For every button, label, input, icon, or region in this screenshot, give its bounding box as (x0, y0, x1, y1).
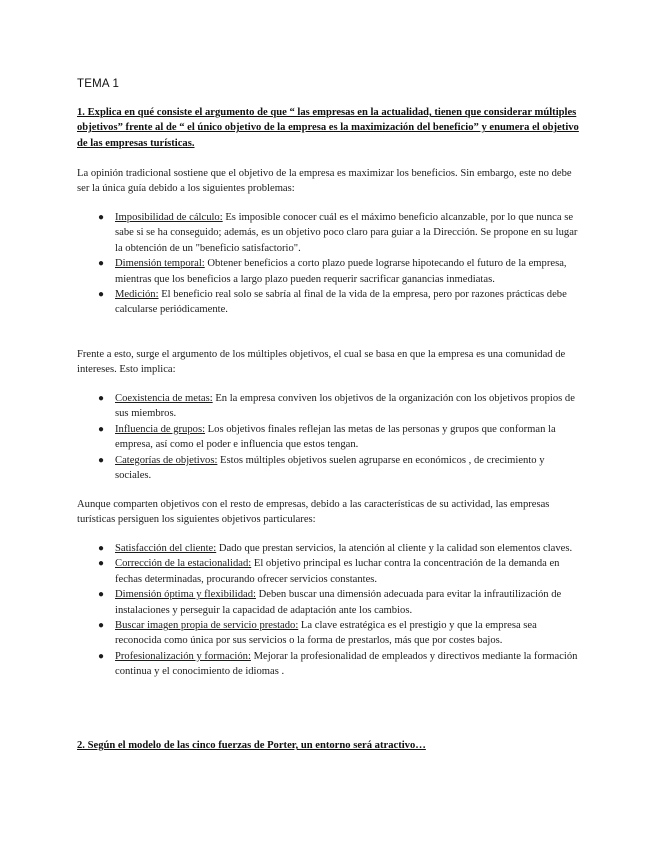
list-item-text: Los objetivos finales reflejan las metas de las personas y grupos que conforman la empresa, así como el poder e influencia que estos tengan. (115, 423, 556, 451)
bullet-icon: ● (98, 589, 105, 601)
bullet-icon: ● (98, 454, 105, 466)
list-item-text: El objetivo principal es luchar contra la concentración de la demanda en fechas determinadas, procurando ofrecer servicios constantes. (115, 558, 560, 585)
list-item (77, 287, 580, 318)
list-item (77, 422, 580, 453)
q1-tourism-paragraph: Aunque comparten objetivos con el resto de empresas, debido a las características de su actividad, las empresas turísticas persiguen los siguientes objetivos particulares: (77, 499, 550, 526)
list-item (77, 453, 580, 484)
list-item-term: Imposibilidad de cálculo: (115, 212, 223, 223)
bullet-icon: ● (98, 620, 105, 632)
q1-middle-paragraph: Frente a esto, surge el argumento de los múltiples objetivos, el cual se basa en que la empresa es una comunidad de intereses. Esto implica: (77, 349, 566, 376)
question-2-title: 2. Según el modelo de las cinco fuerzas de Porter, un entorno será atractivo… (77, 740, 426, 751)
list-item-term: Influencia de grupos: (115, 423, 206, 435)
list-item (77, 391, 580, 422)
list-item-text: Es imposible conocer cuál es el máximo beneficio alcanzable, por lo que nunca se sabe si se ha conseguido; además, es un objetivo poco claro para guiar a la Dirección. Se propone en su lugar la obtención de un "beneficio satisfactorio". (115, 212, 578, 254)
list-item-term: Buscar imagen propia de servicio prestado: (115, 620, 299, 632)
list-item-term: Corrección de la estacionalidad: (115, 558, 252, 570)
bullet-icon: ● (98, 258, 105, 270)
list-item-term: Medición: (115, 289, 159, 301)
list-item (77, 587, 580, 618)
list-item-term: Profesionalización y formación: (115, 650, 251, 662)
list-item-text: En la empresa conviven los objetivos de la organización con los objetivos propios de sus miembros. (115, 393, 575, 420)
section-heading: TEMA 1 (77, 78, 120, 90)
list-item-text: Estos múltiples objetivos suelen agruparse en económicos , de crecimiento y sociales. (115, 454, 545, 482)
list-item (77, 256, 580, 287)
list-item (77, 556, 580, 587)
bullet-icon: ● (98, 289, 105, 301)
list-item-text: El beneficio real solo se sabría al final de la vida de la empresa, pero por razones prácticas debe calcularse periódicamente. (115, 289, 567, 316)
problems-list (77, 210, 580, 318)
list-item-term: Coexistencia de metas: (115, 393, 213, 404)
list-item (77, 210, 580, 256)
bullet-icon: ● (98, 393, 105, 404)
list-item-term: Dimensión temporal: (115, 258, 205, 270)
list-item-term: Satisfacción del cliente: (115, 543, 217, 554)
list-item (77, 618, 580, 649)
list-item-text: Obtener beneficios a corto plazo puede lograrse hipotecando el futuro de la empresa, mientras que los beneficios a largo plazo pueden requerir sacrificar ganancias inmediatas. (115, 258, 567, 285)
list-item (77, 541, 580, 556)
bullet-icon: ● (98, 423, 105, 435)
bullet-icon: ● (98, 650, 105, 662)
list-item-text: Mejorar la profesionalidad de empleados y directivos mediante la formación continua y el conocimiento de idiomas . (115, 650, 578, 678)
question-1-title: 1. Explica en qué consiste el argumento de que “ las empresas en la actualidad, tienen que considerar múltiples objetivos” frente al de “ el único objetivo de la empresa es la maximización del beneficio” y enumera el objetivo de las empresas turísticas. (77, 107, 579, 149)
implications-list (77, 391, 580, 483)
bullet-icon: ● (98, 212, 105, 223)
list-item-text: La clave estratégica es el prestigio y que la empresa sea reconocida como única por sus servicios o la forma de prestarlos, más que por costes bajos. (115, 620, 537, 647)
list-item-term: Categorías de objetivos: (115, 454, 218, 466)
bullet-icon: ● (98, 558, 105, 570)
list-item-term: Dimensión óptima y flexibilidad: (115, 589, 256, 601)
q1-intro-paragraph: La opinión tradicional sostiene que el objetivo de la empresa es maximizar los beneficios. Sin embargo, este no debe ser la única guía debido a los siguientes problemas: (77, 168, 572, 195)
list-item-text: Deben buscar una dimensión adecuada para evitar la infrautilización de instalaciones y perseguir la capacidad de adaptación ante los cambios. (115, 589, 562, 616)
tourism-objectives-list (77, 541, 580, 680)
list-item (77, 649, 580, 680)
bullet-icon: ● (98, 543, 105, 554)
list-item-text: Dado que prestan servicios, la atención al cliente y la calidad son elementos claves. (216, 543, 573, 554)
